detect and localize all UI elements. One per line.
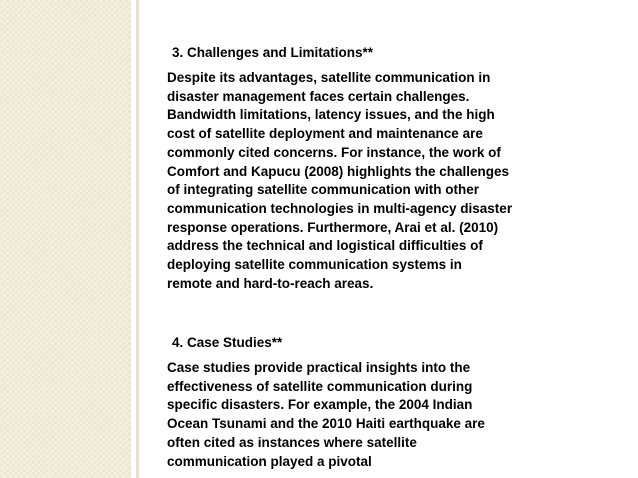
paragraph-line: deploying satellite communication systems in <box>167 257 462 273</box>
section-heading-challenges: 3. Challenges and Limitations** <box>172 45 374 60</box>
paragraph-line: specific disasters. For example, the 2004 Indian <box>167 397 473 413</box>
paragraph-line: disaster management faces certain challenges. <box>167 88 470 104</box>
paragraph-line: Despite its advantages, satellite communication in <box>167 70 491 85</box>
paragraph-line: Case studies provide practical insights into the <box>167 360 471 375</box>
decorative-side-band <box>0 0 131 478</box>
paragraph-line: effectiveness of satellite communication during <box>167 378 473 394</box>
paragraph-line: Comfort and Kapucu (2008) highlights the challenges <box>167 163 510 179</box>
paragraph-line: commonly cited concerns. For instance, the work of <box>167 144 501 160</box>
paragraph-line: response operations. Furthermore, Arai et al. (2010) <box>167 219 499 235</box>
challenges-paragraph <box>167 69 512 293</box>
paragraph-line: of integrating satellite communication with other <box>167 182 480 198</box>
paragraph-line: remote and hard-to-reach areas. <box>167 275 374 291</box>
decorative-divider-line <box>136 0 139 478</box>
section-heading-case-studies: 4. Case Studies** <box>172 335 283 350</box>
paragraph-line: often cited as instances where satellite <box>167 434 417 450</box>
paragraph-line: cost of satellite deployment and maintenance are <box>167 126 483 142</box>
paragraph-line: address the technical and logistical difficulties of <box>167 238 483 254</box>
paragraph-line: communication technologies in multi-agency disaster <box>167 200 513 216</box>
paragraph-line: communication played a pivotal <box>167 453 372 469</box>
paragraph-line: Ocean Tsunami and the 2010 Haiti earthquake are <box>167 416 485 432</box>
case-studies-paragraph <box>167 359 485 471</box>
paragraph-line: Bandwidth limitations, latency issues, and the high <box>167 107 495 123</box>
